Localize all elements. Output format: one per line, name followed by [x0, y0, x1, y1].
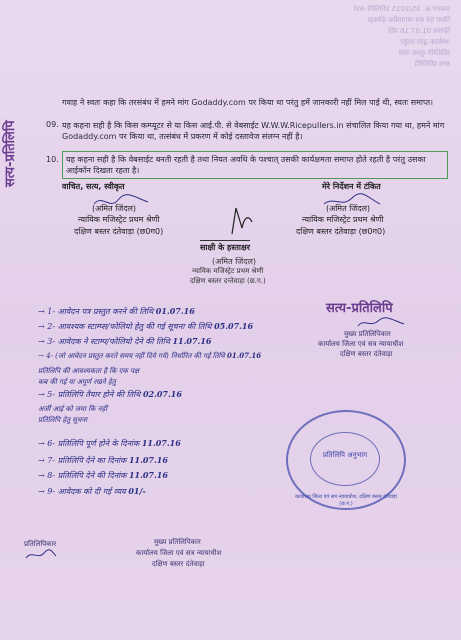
- copy-record-row: → 5- प्रतिलिपि तैयार होने की तिथि 02.07.16: [38, 389, 182, 399]
- copy-record-note: प्रतिलिपि की आवश्यकता है कि एक पक्ष: [38, 367, 140, 375]
- side-label-true-copy: सत्य-प्रतिलिपि: [3, 120, 18, 188]
- copy-record-row: → 8- प्रतिलिपि देने की दिनांक 11.07.16: [38, 470, 168, 480]
- left-judge-name: (अमित जिंदल): [92, 204, 136, 213]
- stamp-judge-place: दक्षिण बस्तर दन्तेवाड़ा (छ.ग.): [190, 277, 266, 285]
- paragraph-number: 10.: [46, 155, 59, 164]
- left-judge-title: न्यायिक मजिस्ट्रेट प्रथम श्रेणी: [78, 215, 160, 224]
- right-stamp-line2: कार्यालय जिला एवं सत्र न्यायाधीश: [318, 340, 404, 348]
- true-copy-label: सत्य-प्रतिलिपि: [326, 301, 393, 316]
- seal-center-text: प्रतिलिपि अनुभाग: [322, 451, 368, 459]
- copy-record-row: → 3- आवेदक ने स्टाम्प/फोलियो देने की तिथि 11.07.16: [38, 336, 212, 346]
- right-stamp-line3: दक्षिण बस्तर दंतेवाड़ा: [340, 350, 393, 358]
- bleed-through-text: प्रकरण क्र. 05/2015 प्रतिलिपि कार्य जिला एवं सत्र न्यायाधीश दंतेवाड़ा दिनांक 01.07.16 प्रति आवेदक द्वारा प्रस्तुत प्रतिलिपि शुल्क जमा सत्य प्रतिलिपि: [353, 5, 450, 68]
- read-verified-label: वाचित, सत्य, स्वीकृत: [62, 182, 125, 191]
- copy-record-row: → 7- प्रतिलिपि देने का दिनांक 11.07.16: [38, 455, 168, 465]
- stamp-judge-title: न्यायिक मजिस्ट्रेट प्रथम श्रेणी: [192, 267, 264, 275]
- seal-ring-text: कार्यालय जिला एवं सत्र न्यायाधीश, दक्षिण बस्तर दंतेवाड़ा (छ.ग.): [295, 494, 397, 507]
- footer-stamp-line1: मुख्य प्रतिलिपिकार: [154, 538, 201, 546]
- left-judge-place: दक्षिण बस्तर दंतेवाड़ा (छ0ग0): [74, 227, 164, 236]
- witness-signature-label: साक्षी के हस्ताक्षर: [200, 240, 250, 253]
- typed-under-direction-label: मेरे निर्देशन में टंकित: [322, 182, 381, 191]
- footer-stamp-line2: कार्यालय जिला एवं सत्र न्यायाधीश: [136, 549, 222, 557]
- paragraph-number: 09.: [46, 120, 59, 129]
- paragraph-9: यह कहना सही है कि किस कम्प्यूटर से या किस आई.पी. से वेबसाईट W.W.W.Ricepullers.in संचालित किया गया था, हमने मांग Godaddy.com पर किया था, तत्संबंध में प्रकरण में कोई दस्तावेज संलग्न नहीं है।: [62, 121, 445, 141]
- copy-record-row: → 6- प्रतिलिपि पूर्ण होने के दिनांक 11.07.16: [38, 438, 181, 448]
- copy-section-seal: [286, 410, 406, 510]
- copy-record-row: → 4- (जो आवेदन प्रस्तुत करते समय नहीं दिये गये) निर्धारित की गई तिथि 01.07.16: [38, 351, 262, 360]
- right-judge-name: (अमित जिंदल): [326, 204, 370, 213]
- footer-stamp-line3: दक्षिण बस्तर दंतेवाड़ा: [152, 560, 205, 568]
- witness-signature: [226, 204, 256, 238]
- copy-record-note: अर्जी आई को जमा कि नहीं: [38, 405, 108, 413]
- seal-inner-ring: [310, 432, 380, 486]
- paragraph-10: यह कहना सही है कि वेबसाईट बनती रहती है तथा नियत अवधि के पश्चात् उसकी कार्यक्षमता समाप्त होते रहती है परंतु उसका आईकॉन दिखता रहता है।: [66, 155, 426, 175]
- copy-record-row: → 1- आवेदन पत्र प्रस्तुत करने की तिथि 01.07.16: [38, 306, 195, 316]
- copy-record-note: प्रतिलिपि हेतु सूचना: [38, 416, 88, 424]
- paragraph-continued: गवाह ने स्वतः कहा कि तरसंबंध में हमने मांग Godaddy.com पर किया था परंतु हमें जानकारी नहीं मिल पाई थी, स्वतः समाप्त।: [62, 98, 434, 107]
- footer-left-signature: [24, 548, 58, 562]
- footer-copyist-label: प्रतिलिपिकार: [24, 540, 57, 548]
- copy-record-row: → 9- आवेदक को दी गई व्यय 01/-: [38, 486, 146, 496]
- copyist-signature: [356, 316, 406, 330]
- copy-record-note: कब की गई या अपूर्ण रखने हेतु: [38, 378, 116, 386]
- copy-record-row: → 2- आवश्यक स्टाम्प्स/फोलियो हेतु की गई सूचना की तिथि 05.07.16: [38, 321, 254, 331]
- right-judge-title: न्यायिक मजिस्ट्रेट प्रथम श्रेणी: [302, 215, 384, 224]
- right-stamp-line1: मुख्य प्रतिलिपिकार: [344, 330, 391, 338]
- stamp-judge-name: (अमित जिंदल): [212, 257, 256, 266]
- right-judge-place: दक्षिण बस्तर दंतेवाड़ा (छ0ग0): [296, 227, 386, 236]
